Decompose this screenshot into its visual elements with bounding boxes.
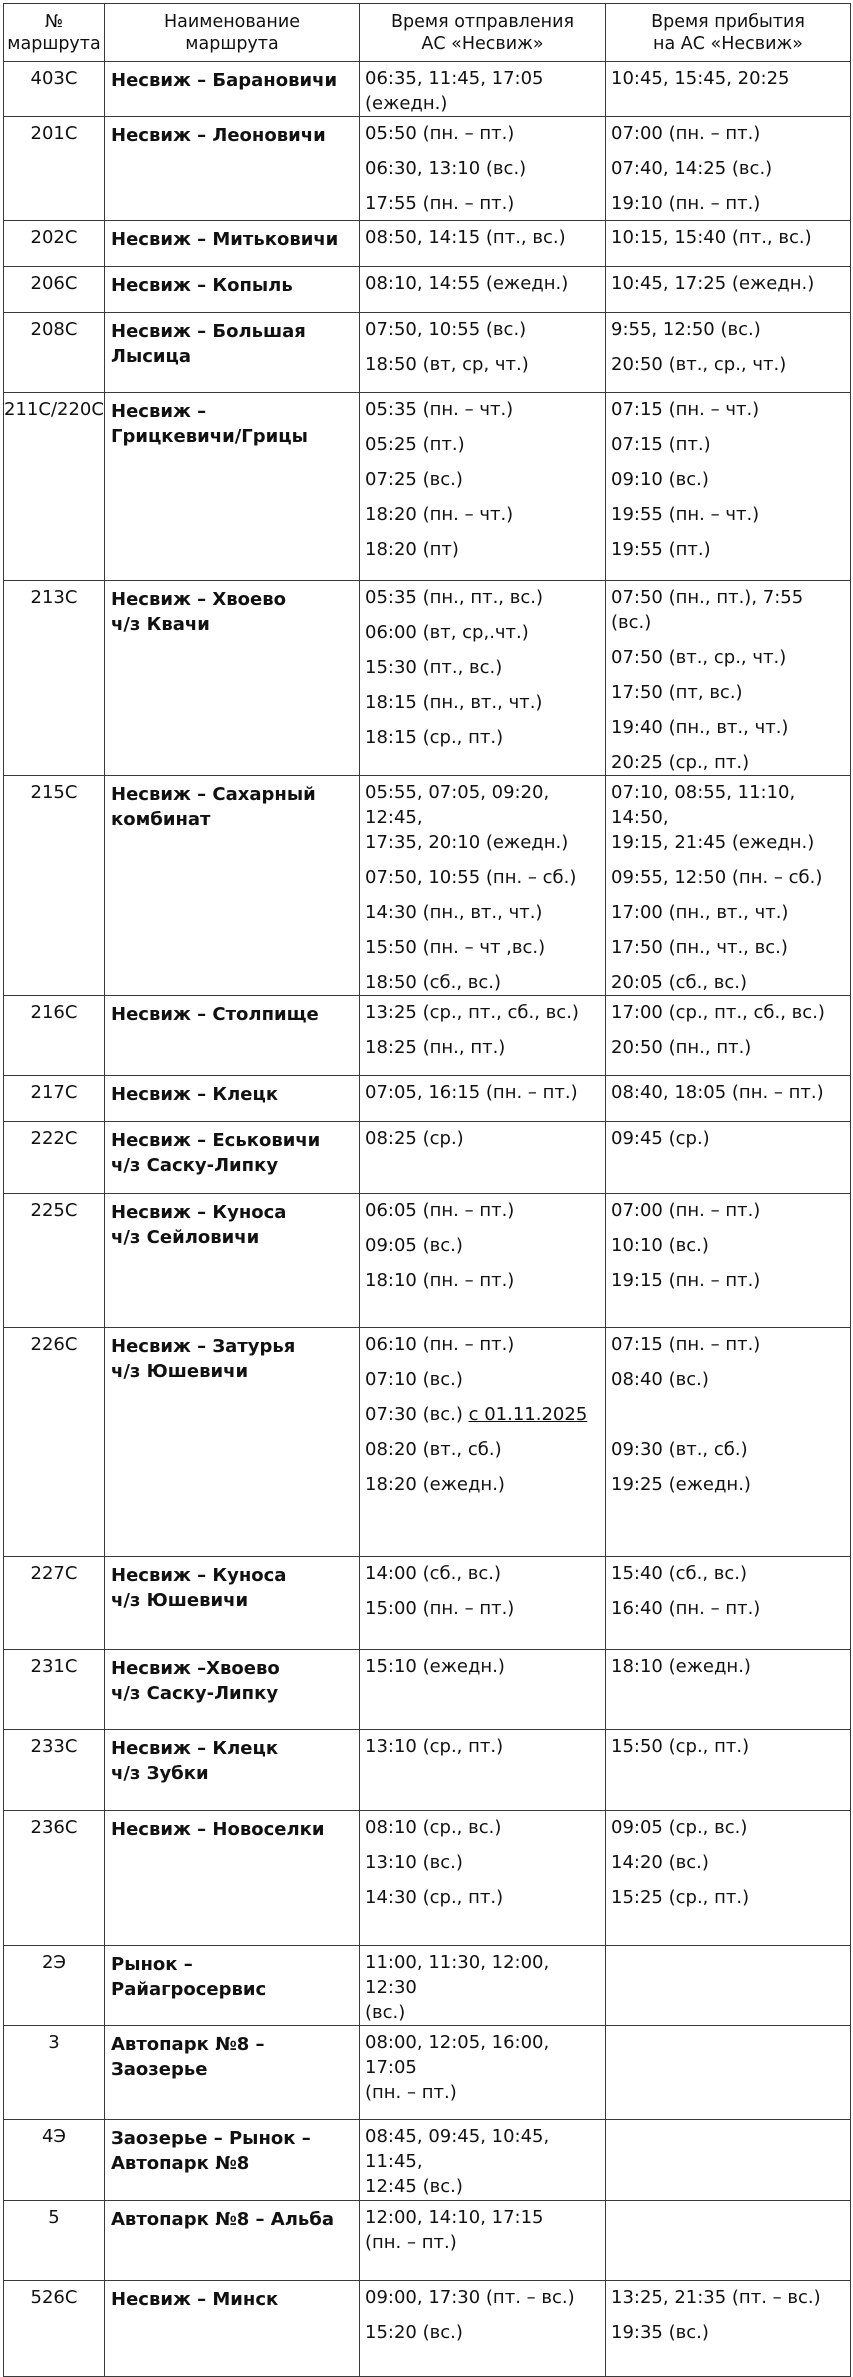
- arrival-times: [606, 1811, 851, 1946]
- table-row: [4, 1946, 851, 2026]
- departure-time-entry: 18:25 (пн., пт.): [365, 1037, 506, 1058]
- route-name: Несвиж – Хвоево ч/з Квачи: [105, 581, 360, 776]
- arrival-time-entry: 19:55 (пт.): [611, 539, 711, 560]
- departure-times: [360, 1650, 606, 1730]
- arrival-time-entry: 17:50 (пн., чт., вс.): [611, 937, 788, 958]
- departure-time-entry: 06:35, 11:45, 17:05 (ежедн.): [365, 68, 544, 114]
- arrival-time-entry: 07:15 (пн. – чт.): [611, 399, 760, 420]
- arrival-times: [606, 313, 851, 393]
- arrival-time-entry: 15:50 (ср., пт.): [611, 1736, 750, 1757]
- arrival-time-entry: 19:35 (вс.): [611, 2322, 709, 2343]
- departure-time-entry: 18:15 (пн., вт., чт.): [365, 692, 543, 713]
- departure-time-entry: 07:50, 10:55 (вс.): [365, 319, 527, 340]
- arrival-time-entry: 08:40, 18:05 (пн. – пт.): [611, 1082, 824, 1103]
- arrival-time-entry: 17:00 (пн., вт., чт.): [611, 902, 789, 923]
- departure-time-entry: 08:45, 09:45, 10:45, 11:45, 12:45 (вс.): [365, 2126, 550, 2197]
- departure-time-entry: 08:25 (ср.): [365, 1128, 464, 1149]
- arrival-times: [606, 267, 851, 313]
- departure-times: [360, 1076, 606, 1122]
- departure-times: [360, 2026, 606, 2120]
- route-name: Несвиж – Новоселки: [105, 1811, 360, 1946]
- route-number: 227С: [4, 1557, 105, 1650]
- departure-time-entry: 11:00, 11:30, 12:00, 12:30 (вс.): [365, 1952, 550, 2023]
- departure-time-entry: 08:20 (вт., сб.): [365, 1439, 502, 1460]
- departure-times: [360, 1194, 606, 1328]
- departure-time-entry: 08:10 (ср., вс.): [365, 1817, 502, 1838]
- route-number: 206С: [4, 267, 105, 313]
- arrival-time-entry: 14:20 (вс.): [611, 1852, 709, 1873]
- departure-times: [360, 117, 606, 221]
- departure-time-entry: 05:25 (пт.): [365, 434, 465, 455]
- departure-time-entry: 15:10 (ежедн.): [365, 1656, 505, 1677]
- departure-time-entry: 07:30 (вс.) с 01.11.2025: [365, 1404, 588, 1425]
- route-number: 236С: [4, 1811, 105, 1946]
- header-departure-time: Время отправления АС «Несвиж»: [360, 4, 606, 62]
- arrival-time-entry: 10:10 (вс.): [611, 1235, 709, 1256]
- departure-time-entry: 18:15 (ср., пт.): [365, 727, 504, 748]
- arrival-times: [606, 1730, 851, 1811]
- arrival-times: [606, 2026, 851, 2120]
- departure-times: [360, 2281, 606, 2377]
- arrival-time-entry: 20:50 (вт., ср., чт.): [611, 354, 787, 375]
- departure-time-entry: 07:10 (вс.): [365, 1369, 463, 1390]
- route-name: Несвиж – Клецк ч/з Зубки: [105, 1730, 360, 1811]
- arrival-times: [606, 62, 851, 117]
- table-row: [4, 221, 851, 267]
- route-name: Несвиж – Копыль: [105, 267, 360, 313]
- arrival-time-entry: 15:25 (ср., пт.): [611, 1887, 750, 1908]
- departure-time-entry: 13:10 (вс.): [365, 1852, 463, 1873]
- arrival-time-entry: 19:10 (пн. – пт.): [611, 193, 761, 214]
- departure-time-entry: 12:00, 14:10, 17:15 (пн. – пт.): [365, 2207, 544, 2253]
- arrival-times: [606, 1557, 851, 1650]
- table-row: [4, 1328, 851, 1557]
- arrival-time-entry: 07:15 (пт.): [611, 434, 711, 455]
- arrival-time-entry: 07:50 (вт., ср., чт.): [611, 647, 787, 668]
- route-number: 4Э: [4, 2120, 105, 2201]
- departure-time-entry: 18:50 (сб., вс.): [365, 972, 502, 993]
- route-number: 526С: [4, 2281, 105, 2377]
- arrival-times: [606, 996, 851, 1076]
- departure-time-entry: 18:10 (пн. – пт.): [365, 1270, 515, 1291]
- table-row: [4, 393, 851, 581]
- route-name: Несвиж – Куноса ч/з Сейловичи: [105, 1194, 360, 1328]
- departure-times: [360, 221, 606, 267]
- route-number: 215С: [4, 776, 105, 996]
- departure-times: [360, 1557, 606, 1650]
- arrival-time-entry: 08:40 (вс.): [611, 1369, 709, 1390]
- table-row: [4, 1194, 851, 1328]
- arrival-time-entry: 09:45 (ср.): [611, 1128, 710, 1149]
- table-row: [4, 1076, 851, 1122]
- departure-times: [360, 1946, 606, 2026]
- arrival-time-entry: 13:25, 21:35 (пт. – вс.): [611, 2287, 821, 2308]
- route-name: Несвиж – Минск: [105, 2281, 360, 2377]
- table-row: [4, 313, 851, 393]
- arrival-times: [606, 1194, 851, 1328]
- departure-time-entry: 06:10 (пн. – пт.): [365, 1334, 515, 1355]
- header-row: [4, 4, 851, 62]
- arrival-times: [606, 2201, 851, 2281]
- table-row: [4, 2281, 851, 2377]
- arrival-time-entry: 09:30 (вт., сб.): [611, 1439, 748, 1460]
- arrival-times: [606, 2281, 851, 2377]
- arrival-time-entry: 07:00 (пн. – пт.): [611, 1200, 761, 1221]
- route-number: 233С: [4, 1730, 105, 1811]
- arrival-time-entry: 19:55 (пн. – чт.): [611, 504, 760, 525]
- departure-times: [360, 313, 606, 393]
- arrival-time-entry: 19:25 (ежедн.): [611, 1474, 751, 1495]
- route-number: 208С: [4, 313, 105, 393]
- departure-time-entry: 17:55 (пн. – пт.): [365, 193, 515, 214]
- arrival-time-entry: 16:40 (пн. – пт.): [611, 1598, 761, 1619]
- table-row: [4, 1557, 851, 1650]
- arrival-time-entry: 07:00 (пн. – пт.): [611, 123, 761, 144]
- route-name: Автопарк №8 – Альба: [105, 2201, 360, 2281]
- route-name: Несвиж – Большая Лысица: [105, 313, 360, 393]
- departure-time-entry: 15:00 (пн. – пт.): [365, 1598, 515, 1619]
- departure-time-entry: 06:30, 13:10 (вс.): [365, 158, 527, 179]
- route-name: Автопарк №8 – Заозерье: [105, 2026, 360, 2120]
- arrival-time-entry: 07:10, 08:55, 11:10, 14:50, 19:15, 21:45 (ежедн.): [611, 782, 815, 853]
- arrival-time-entry: 09:10 (вс.): [611, 469, 709, 490]
- route-name: Несвиж – Сахарный комбинат: [105, 776, 360, 996]
- arrival-time-entry: 07:40, 14:25 (вс.): [611, 158, 773, 179]
- table-row: [4, 2120, 851, 2201]
- arrival-time-entry: 10:15, 15:40 (пт., вс.): [611, 227, 812, 248]
- arrival-times: [606, 1076, 851, 1122]
- departure-time-entry: 09:00, 17:30 (пт. – вс.): [365, 2287, 575, 2308]
- route-name: Несвиж – Куноса ч/з Юшевичи: [105, 1557, 360, 1650]
- departure-time-entry: 07:25 (вс.): [365, 469, 463, 490]
- departure-time-entry: 15:50 (пн. – чт ,вс.): [365, 937, 546, 958]
- table-row: [4, 267, 851, 313]
- table-row: [4, 62, 851, 117]
- departure-time-entry: 06:05 (пн. – пт.): [365, 1200, 515, 1221]
- departure-times: [360, 581, 606, 776]
- departure-time-entry: 08:10, 14:55 (ежедн.): [365, 273, 569, 294]
- route-number: 231С: [4, 1650, 105, 1730]
- arrival-time-entry: 09:55, 12:50 (пн. – сб.): [611, 867, 823, 888]
- arrival-time-entry: 9:55, 12:50 (вс.): [611, 319, 761, 340]
- route-number: 201С: [4, 117, 105, 221]
- route-number: 213С: [4, 581, 105, 776]
- departure-times: [360, 996, 606, 1076]
- arrival-time-entry: 10:45, 17:25 (ежедн.): [611, 273, 815, 294]
- route-number: 202С: [4, 221, 105, 267]
- arrival-times: [606, 393, 851, 581]
- route-name: Несвиж – Клецк: [105, 1076, 360, 1122]
- arrival-times: [606, 1328, 851, 1557]
- departure-time-entry: 14:30 (ср., пт.): [365, 1887, 504, 1908]
- arrival-time-entry: 07:15 (пн. – пт.): [611, 1334, 761, 1355]
- departure-time-entry: 18:50 (вт, ср, чт.): [365, 354, 529, 375]
- departure-times: [360, 1328, 606, 1557]
- departure-time-entry: 14:00 (сб., вс.): [365, 1563, 502, 1584]
- route-name: Несвиж – Столпище: [105, 996, 360, 1076]
- arrival-time-entry: 17:00 (ср., пт., сб., вс.): [611, 1002, 825, 1023]
- table-row: [4, 1650, 851, 1730]
- departure-time-entry: 18:20 (ежедн.): [365, 1474, 505, 1495]
- arrival-times: [606, 1946, 851, 2026]
- arrival-time-entry: 20:50 (пн., пт.): [611, 1037, 752, 1058]
- departure-times: [360, 1730, 606, 1811]
- table-row: [4, 996, 851, 1076]
- arrival-time-entry: 19:15 (пн. – пт.): [611, 1270, 761, 1291]
- route-number: 3: [4, 2026, 105, 2120]
- effective-date: с 01.11.2025: [468, 1404, 588, 1425]
- arrival-time-entry: 10:45, 15:45, 20:25: [611, 68, 790, 89]
- departure-time-entry: 18:20 (пт): [365, 539, 459, 560]
- route-name: Заозерье – Рынок – Автопарк №8: [105, 2120, 360, 2201]
- arrival-times: [606, 1122, 851, 1194]
- table-row: [4, 117, 851, 221]
- departure-times: [360, 62, 606, 117]
- departure-time-entry: 05:55, 07:05, 09:20, 12:45, 17:35, 20:10 (ежедн.): [365, 782, 569, 853]
- route-name: Несвиж – Митьковичи: [105, 221, 360, 267]
- arrival-time-entry: 09:05 (ср., вс.): [611, 1817, 748, 1838]
- departure-time-entry: 15:20 (вс.): [365, 2322, 463, 2343]
- departure-time-entry: 18:20 (пн. – чт.): [365, 504, 514, 525]
- header-route-name: Наименование маршрута: [105, 4, 360, 62]
- route-name: Несвиж – Затурья ч/з Юшевичи: [105, 1328, 360, 1557]
- departure-time-entry: 09:05 (вс.): [365, 1235, 463, 1256]
- header-arrival-time: Время прибытия на АС «Несвиж»: [606, 4, 851, 62]
- departure-time-entry: 13:10 (ср., пт.): [365, 1736, 504, 1757]
- departure-times: [360, 776, 606, 996]
- route-number: 2Э: [4, 1946, 105, 2026]
- departure-time-entry: 15:30 (пт., вс.): [365, 657, 503, 678]
- route-name: Несвиж – Грицкевичи/Грицы: [105, 393, 360, 581]
- route-name: Несвиж – Еськовичи ч/з Саску-Липку: [105, 1122, 360, 1194]
- route-number: 403С: [4, 62, 105, 117]
- arrival-times: [606, 581, 851, 776]
- departure-time-entry: 05:35 (пн. – чт.): [365, 399, 514, 420]
- route-name: Несвиж – Леоновичи: [105, 117, 360, 221]
- table-row: [4, 2026, 851, 2120]
- route-name: Несвиж – Барановичи: [105, 62, 360, 117]
- table-row: [4, 2201, 851, 2281]
- arrival-time-entry: 07:50 (пн., пт.), 7:55 (вс.): [611, 587, 804, 633]
- arrival-times: [606, 221, 851, 267]
- departure-time-entry: 08:50, 14:15 (пт., вс.): [365, 227, 566, 248]
- departure-times: [360, 1811, 606, 1946]
- table-row: [4, 1811, 851, 1946]
- departure-time-entry: 14:30 (пн., вт., чт.): [365, 902, 543, 923]
- arrival-time-entry: 20:25 (ср., пт.): [611, 752, 750, 773]
- table-row: [4, 776, 851, 996]
- departure-times: [360, 393, 606, 581]
- departure-time-entry: 05:35 (пн., пт., вс.): [365, 587, 543, 608]
- departure-time-entry: 13:25 (ср., пт., сб., вс.): [365, 1002, 579, 1023]
- departure-time-entry: 08:00, 12:05, 16:00, 17:05 (пн. – пт.): [365, 2032, 550, 2103]
- arrival-times: [606, 1650, 851, 1730]
- route-number: 5: [4, 2201, 105, 2281]
- route-name: Рынок – Райагросервис: [105, 1946, 360, 2026]
- arrival-time-entry: 17:50 (пт, вс.): [611, 682, 743, 703]
- route-number: 226С: [4, 1328, 105, 1557]
- schedule-table: [3, 3, 851, 2377]
- arrival-times: [606, 117, 851, 221]
- arrival-times: [606, 2120, 851, 2201]
- departure-times: [360, 2120, 606, 2201]
- departure-time-entry: 07:05, 16:15 (пн. – пт.): [365, 1082, 578, 1103]
- route-number: 216С: [4, 996, 105, 1076]
- table-row: [4, 581, 851, 776]
- departure-time-entry: 06:00 (вт, ср,.чт.): [365, 622, 529, 643]
- table-row: [4, 1122, 851, 1194]
- table-row: [4, 1730, 851, 1811]
- departure-time-entry: 07:50, 10:55 (пн. – сб.): [365, 867, 577, 888]
- header-route-number: № маршрута: [4, 4, 105, 62]
- departure-time-entry: 05:50 (пн. – пт.): [365, 123, 515, 144]
- route-number: 222С: [4, 1122, 105, 1194]
- route-number: 217С: [4, 1076, 105, 1122]
- departure-times: [360, 267, 606, 313]
- route-name: Несвиж –Хвоево ч/з Саску-Липку: [105, 1650, 360, 1730]
- route-number: 225С: [4, 1194, 105, 1328]
- departure-times: [360, 1122, 606, 1194]
- arrival-time-entry: 15:40 (сб., вс.): [611, 1563, 748, 1584]
- arrival-time-entry: 19:40 (пн., вт., чт.): [611, 717, 789, 738]
- arrival-times: [606, 776, 851, 996]
- route-number: 211С/220С: [4, 393, 105, 581]
- departure-times: [360, 2201, 606, 2281]
- arrival-time-entry: 20:05 (сб., вс.): [611, 972, 748, 993]
- arrival-time-entry: 18:10 (ежедн.): [611, 1656, 751, 1677]
